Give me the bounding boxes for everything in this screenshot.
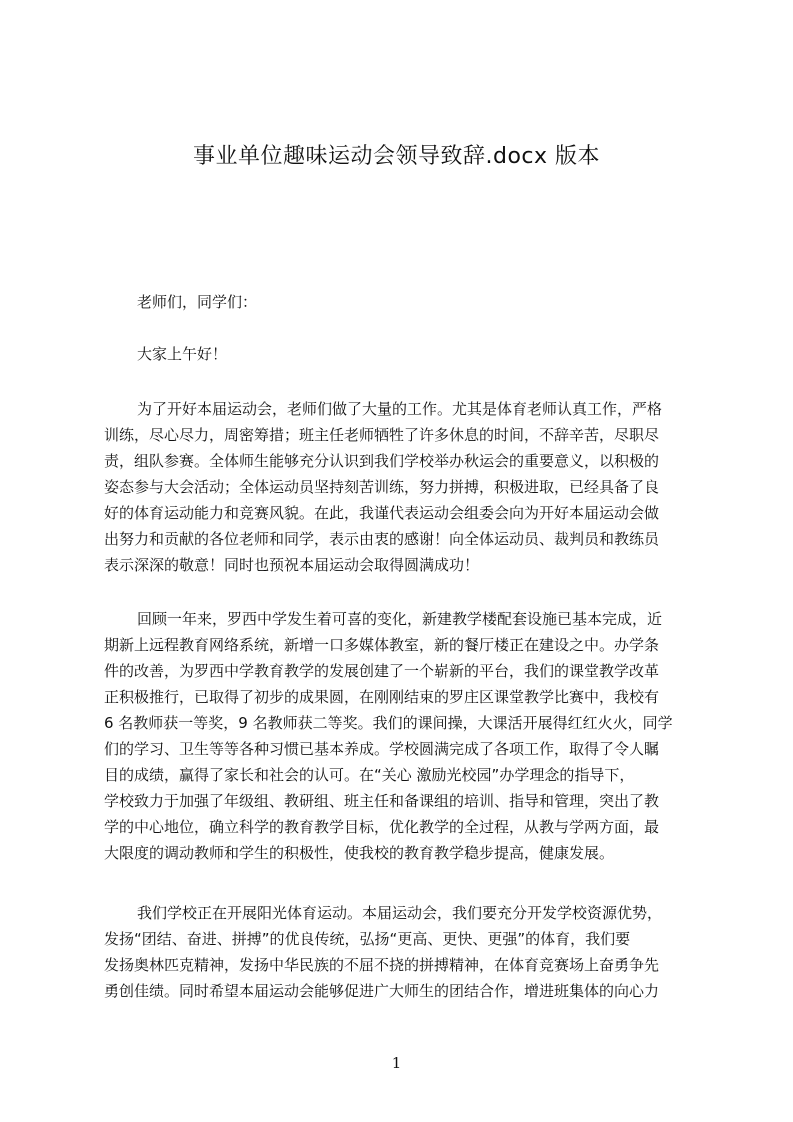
paragraph-2: [104, 606, 700, 866]
paragraph-3-line: 发扬奥林匹克精神，发扬中华民族的不屈不挠的拼搏精神，在体育竞赛场上奋勇争先: [104, 956, 660, 974]
greeting: 大家上午好！: [137, 345, 228, 363]
paragraph-1-line: 姿态参与大会活动；全体运动员坚持刻苦训练，努力拼搏，积极进取，已经具备了良: [104, 478, 660, 496]
paragraph-2-line: 大限度的调动教师和学生的积极性，使我校的教育教学稳步提高，健康发展。: [104, 844, 615, 862]
paragraph-2-line: 期新上远程教育网络系统，新增一口多媒体教室，新的餐厅楼正在建设之中。办学条: [104, 636, 660, 654]
paragraph-2-line: 们的学习、卫生等等各种习惯已基本养成。学校圆满完成了各项工作，取得了令人瞩: [104, 740, 660, 758]
paragraph-3: [104, 900, 700, 1004]
paragraph-3-line: 勇创佳绩。同时希望本届运动会能够促进广大师生的团结合作，增进班集体的向心力: [104, 982, 660, 1000]
paragraph-1-line: 表示深深的敬意！同时也预祝本届运动会取得圆满成功！: [104, 556, 480, 574]
document-title: 事业单位趣味运动会领导致辞.docx 版本: [192, 144, 601, 169]
paragraph-1: [104, 396, 700, 578]
paragraph-2-line: 正积极推行，已取得了初步的成果圆，在刚刚结束的罗庄区课堂教学比赛中，我校有: [104, 688, 660, 706]
paragraph-2-line: 学的中心地位，确立科学的教育教学目标，优化教学的全过程，从教与学两方面，最: [104, 818, 660, 836]
paragraph-3-line: 我们学校正在开展阳光体育运动。本届运动会，我们要充分开发学校资源优势，: [137, 904, 663, 922]
paragraph-1-line: 出努力和贡献的各位老师和同学，表示由衷的感谢！向全体运动员、裁判员和教练员: [104, 530, 660, 548]
paragraph-2-line: 学校致力于加强了年级组、教研组、班主任和备课组的培训、指导和管理，突出了教: [104, 792, 660, 810]
paragraph-2-line: 目的成绩，赢得了家长和社会的认可。在“关心 激励光校园”办学理念的指导下，: [104, 766, 635, 784]
paragraph-1-line: 为了开好本届运动会，老师们做了大量的工作。尤其是体育老师认真工作，严格: [137, 400, 663, 418]
paragraph-3-line: 发扬“团结、奋进、拼搏”的优良传统，弘扬“更高、更快、更强”的体育，我们要: [104, 930, 631, 948]
paragraph-2-line: 件的改善，为罗西中学教育教学的发展创建了一个崭新的平台，我们的课堂教学改革: [104, 662, 660, 680]
paragraph-1-line: 好的体育运动能力和竞赛风貌。在此，我谨代表运动会组委会向为开好本届运动会做: [104, 504, 660, 522]
paragraph-1-line: 责，组队参赛。全体师生能够充分认识到我们学校举办秋运会的重要意义，以积极的: [104, 452, 660, 470]
paragraph-1-line: 训练，尽心尽力，周密筹措；班主任老师牺牲了许多休息的时间，不辞辛苦，尽职尽: [104, 426, 660, 444]
page-number: 1: [391, 1054, 402, 1072]
paragraph-2-line: 6 名教师获一等奖，9 名教师获二等奖。我们的课间操，大课活开展得红红火火，同学: [104, 714, 673, 732]
salutation: 老师们，同学们：: [137, 293, 258, 311]
paragraph-2-line: 回顾一年来，罗西中学发生着可喜的变化，新建教学楼配套设施已基本完成，近: [137, 610, 663, 628]
